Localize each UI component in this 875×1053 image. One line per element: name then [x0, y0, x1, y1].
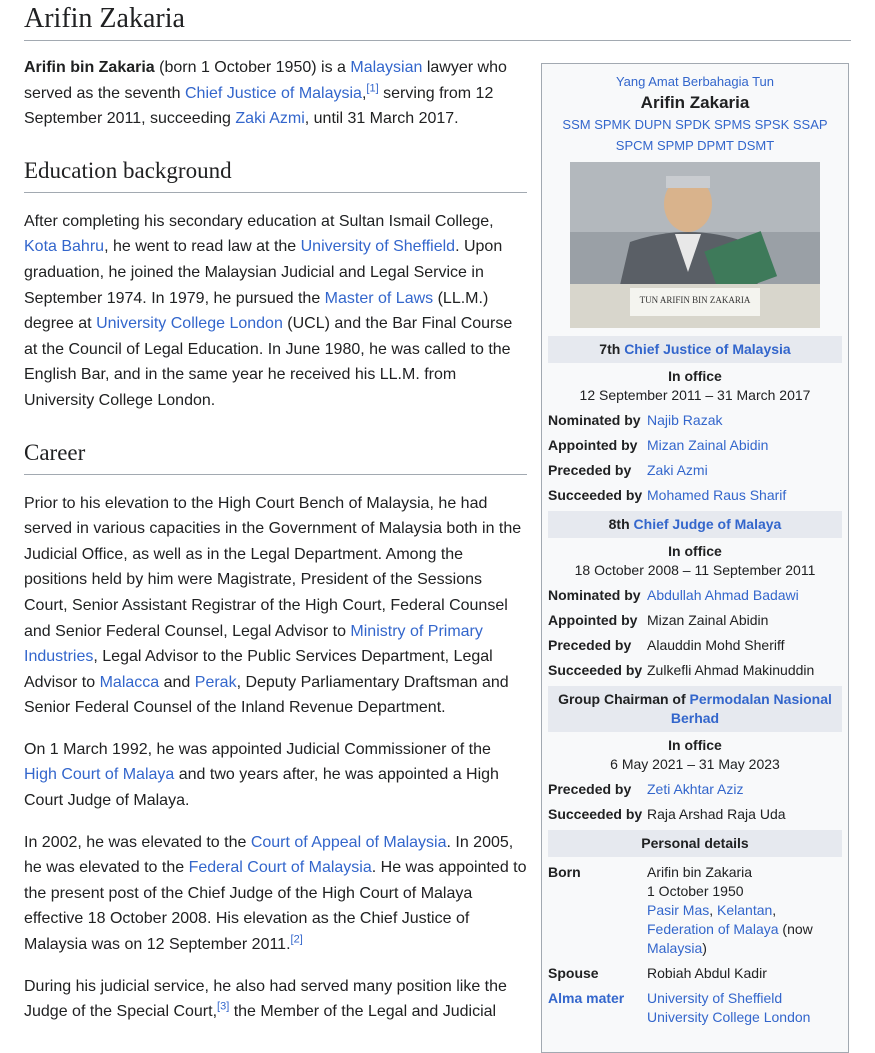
header-prefix: Group Chairman of	[558, 691, 690, 707]
edu-text: (UCL) and the Bar Final Course at the Council of Legal Education. In June 1980, he was called to the English Bar, and in the same year he received his LL.M. from University College London.	[24, 315, 513, 409]
reference-3[interactable]: [3]	[217, 1000, 230, 1013]
section-header-chief-justice	[548, 336, 842, 363]
career-paragraph-2	[24, 737, 527, 814]
intro-text: (born 1 October 1950) is a	[154, 59, 351, 76]
career-paragraph-1	[24, 491, 527, 721]
info-row	[548, 780, 842, 799]
row-label: Succeeded by	[548, 487, 643, 503]
birth-name: Arifin bin Zakaria	[647, 864, 753, 880]
link-kota-bahru[interactable]: Kota Bahru	[24, 238, 105, 256]
career-text: During his judicial service, he also had served many position like the Judge of the Special Court,	[24, 977, 507, 1021]
office-term	[548, 367, 842, 405]
row-label: Preceded by	[548, 462, 632, 478]
info-row	[548, 661, 842, 680]
career-text: and two years after, he was appointed a High Court Judge of Malaya.	[24, 766, 499, 810]
info-row	[548, 586, 842, 605]
link-university-college-london[interactable]: University College London	[96, 315, 283, 333]
row-value: Alauddin Mohd Sheriff	[647, 637, 785, 653]
portrait-illustration	[570, 162, 820, 328]
heading-education: Education background	[24, 156, 527, 193]
link-zaki-azmi-infobox[interactable]: Zaki Azmi	[647, 462, 708, 478]
section-header-chief-judge	[548, 511, 842, 538]
row-value: Zulkefli Ahmad Makinuddin	[647, 662, 815, 678]
info-row	[548, 436, 842, 455]
row-label: Succeeded by	[548, 806, 643, 822]
career-text: Prior to his elevation to the High Court Bench of Malaysia, he had served in various capacities in the Government of Malaysia both in the Judicial Office, as well as in the Legal Department. Among the positions held by him were Magistrate, President of the Sessions Court, Senior Assistant Registrar of the High Court, Federal Counsel and Senior Federal Counsel, Legal Advisor to	[24, 494, 522, 640]
link-sheffield-alma[interactable]: University of Sheffield	[647, 990, 783, 1006]
intro-paragraph	[24, 55, 527, 132]
career-text: the Member of the Legal and Judicial	[229, 1003, 497, 1021]
intro-text: , until 31 March 2017.	[304, 110, 459, 128]
section-header-personal: Personal details	[548, 830, 842, 857]
page-title: Arifin Zakaria	[24, 0, 851, 41]
link-pasir-mas[interactable]: Pasir Mas	[647, 902, 710, 918]
info-row	[548, 636, 842, 655]
in-office-label: In office	[668, 543, 722, 559]
in-office-label: In office	[668, 368, 722, 384]
office-dates: 18 October 2008 – 11 September 2011	[574, 562, 816, 578]
intro-text: lawyer who served as the seventh	[24, 59, 507, 102]
link-chief-justice[interactable]: Chief Justice of Malaysia	[184, 84, 362, 102]
row-label: Appointed by	[548, 437, 638, 453]
info-row	[548, 611, 842, 630]
in-office-label: In office	[668, 737, 722, 753]
born-value	[647, 863, 842, 958]
link-malacca[interactable]: Malacca	[99, 673, 160, 691]
nameplate-text: TUN ARIFIN BIN ZAKARIA	[639, 295, 751, 305]
career-text: and	[159, 673, 195, 691]
info-row-spouse	[548, 964, 842, 983]
section-header-group-chairman	[548, 686, 842, 732]
office-term	[548, 736, 842, 774]
link-mizan-zainal-abidin[interactable]: Mizan Zainal Abidin	[647, 437, 769, 453]
separator: ,	[709, 902, 718, 918]
link-ministry-primary-industries[interactable]: Ministry of Primary Industries	[24, 622, 483, 666]
career-text: , Deputy Parliamentary Draftsman and Senior Federal Counsel of the Inland Revenue Department.	[24, 673, 509, 717]
row-label: Succeeded by	[548, 662, 643, 678]
link-permodalan-nasional-berhad[interactable]: Permodalan Nasional Berhad	[670, 691, 832, 726]
edu-text: After completing his secondary education at Sultan Ismail College,	[24, 212, 494, 230]
career-text: . He was appointed to the present post of the Chief Judge of the High Court of Malaya effective 18 October 2008. His elevation as the Chief Justice of Malaysia was on 12 September 2011.	[24, 859, 527, 954]
edu-text: (LL.M.) degree at	[24, 289, 489, 333]
link-court-of-appeal[interactable]: Court of Appeal of Malaysia	[250, 833, 447, 851]
reference-2[interactable]: [2]	[290, 933, 303, 946]
portrait-photo[interactable]	[570, 162, 820, 328]
edu-text: , he went to read law at the	[104, 238, 301, 256]
link-abdullah-ahmad-badawi[interactable]: Abdullah Ahmad Badawi	[647, 587, 799, 603]
career-text: On 1 March 1992, he was appointed Judicial Commissioner of the	[24, 740, 491, 758]
info-row	[548, 411, 842, 430]
link-kelantan[interactable]: Kelantan	[717, 902, 773, 918]
separator: )	[702, 940, 707, 956]
career-text: , Legal Advisor to the Public Services Department, Legal Advisor to	[24, 648, 493, 691]
row-label: Nominated by	[548, 412, 641, 428]
infobox-name: Arifin Zakaria	[640, 93, 750, 112]
row-label: Spouse	[548, 965, 599, 981]
link-federal-court[interactable]: Federal Court of Malaysia	[188, 859, 372, 877]
row-label: Nominated by	[548, 587, 641, 603]
info-row	[548, 461, 842, 480]
link-malaysia[interactable]: Malaysia	[647, 940, 703, 956]
link-federation-of-malaya[interactable]: Federation of Malaya	[647, 921, 779, 937]
link-najib-razak[interactable]: Najib Razak	[647, 412, 723, 428]
ordinal: 7th	[599, 341, 625, 357]
office-dates: 6 May 2021 – 31 May 2023	[610, 756, 780, 772]
link-perak[interactable]: Perak	[194, 673, 237, 691]
separator: ,	[772, 902, 777, 918]
row-label: Preceded by	[548, 637, 632, 653]
honours-links-line1[interactable]: SSM SPMK DUPN SPDK SPMS SPSK SSAP	[562, 117, 828, 132]
info-row	[548, 805, 842, 824]
career-text: In 2002, he was elevated to the	[24, 833, 251, 851]
career-paragraph-4	[24, 974, 527, 1025]
birth-date: 1 October 1950	[647, 883, 744, 899]
info-row-born	[548, 863, 842, 958]
heading-career: Career	[24, 438, 527, 475]
link-zeti-akhtar-aziz[interactable]: Zeti Akhtar Aziz	[647, 781, 744, 797]
intro-text: ,	[361, 84, 367, 102]
reference-1[interactable]: [1]	[366, 82, 379, 95]
education-paragraph	[24, 209, 527, 414]
link-university-of-sheffield[interactable]: University of Sheffield	[300, 238, 456, 256]
row-label: Appointed by	[548, 612, 638, 628]
infobox	[541, 63, 849, 1053]
row-label: Born	[548, 864, 581, 880]
honorific-link[interactable]: Yang Amat Berbahagia Tun	[615, 74, 775, 89]
link-mohamed-raus-sharif[interactable]: Mohamed Raus Sharif	[647, 487, 787, 503]
link-zaki-azmi[interactable]: Zaki Azmi	[235, 110, 305, 128]
row-value: Raja Arshad Raja Uda	[647, 806, 786, 822]
link-malaysian[interactable]: Malaysian	[350, 59, 423, 76]
info-row-alma-mater	[548, 989, 842, 1027]
career-paragraph-3	[24, 830, 527, 958]
post-nominals	[548, 114, 842, 156]
separator: (now	[778, 921, 813, 937]
office-term	[548, 542, 842, 580]
link-chief-justice-of-malaysia[interactable]: Chief Justice of Malaysia	[624, 341, 791, 357]
link-master-of-laws[interactable]: Master of Laws	[324, 289, 434, 307]
honours-links-line2[interactable]: SPCM SPMP DPMT DSMT	[615, 138, 775, 153]
link-alma-mater[interactable]: Alma mater	[548, 990, 625, 1006]
article-body	[24, 55, 527, 1041]
link-ucl-alma[interactable]: University College London	[647, 1009, 811, 1025]
row-value: Mizan Zainal Abidin	[647, 612, 769, 628]
ordinal: 8th	[608, 516, 634, 532]
edu-text: . Upon graduation, he joined the Malaysian Judicial and Legal Service in September 1974. In 1979, he pursued the	[24, 238, 503, 307]
intro-text: serving from 12 September 2011, succeeding	[24, 84, 494, 128]
office-dates: 12 September 2011 – 31 March 2017	[579, 387, 811, 403]
row-label: Preceded by	[548, 781, 632, 797]
career-text: . In 2005, he was elevated to the	[24, 833, 514, 877]
spouse-value: Robiah Abdul Kadir	[647, 965, 767, 981]
subject-name: Arifin bin Zakaria	[24, 59, 155, 76]
link-high-court-of-malaya[interactable]: High Court of Malaya	[24, 766, 175, 784]
link-chief-judge-of-malaya[interactable]: Chief Judge of Malaya	[633, 516, 782, 532]
info-row	[548, 486, 842, 505]
